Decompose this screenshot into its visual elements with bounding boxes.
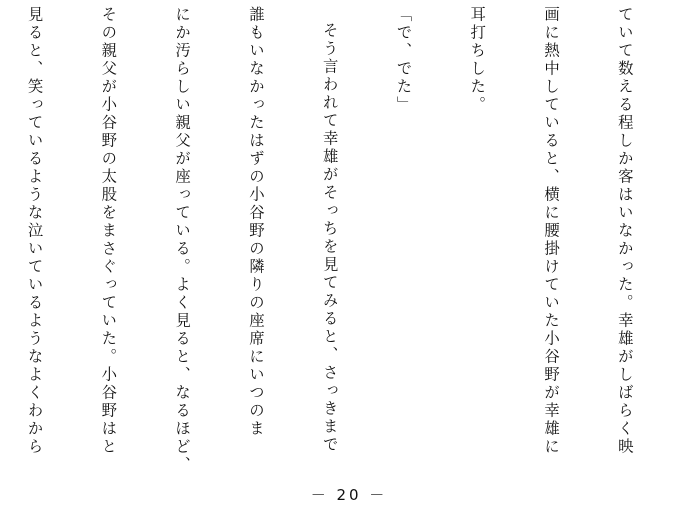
text-line: 誰もいなかったはずの小谷野の隣りの座席にいつのま [246,6,265,438]
text-line: 見ると、笑っているような泣いているようなよくわから [25,6,44,456]
text-line: ていて数える程しか客はいなかった。幸雄がしばらく映 [615,6,634,456]
text-line: 耳打ちした。 [468,6,487,114]
dialogue-line: 「で、でた」 [394,6,413,114]
text-line: そう言われて幸雄がそっちを見てみると、さっきまで [320,22,339,455]
page-number: － 20 － [310,486,388,504]
text-line: その親父が小谷野の太股をまさぐっていた。小谷野はと [99,6,118,456]
body-text [0,6,686,474]
text-line: 画に熱中していると、横に腰掛けていた小谷野が幸雄に [542,6,561,456]
text-line: にか汚らしい親父が座っている。よく見ると、なるほど、 [173,6,192,474]
